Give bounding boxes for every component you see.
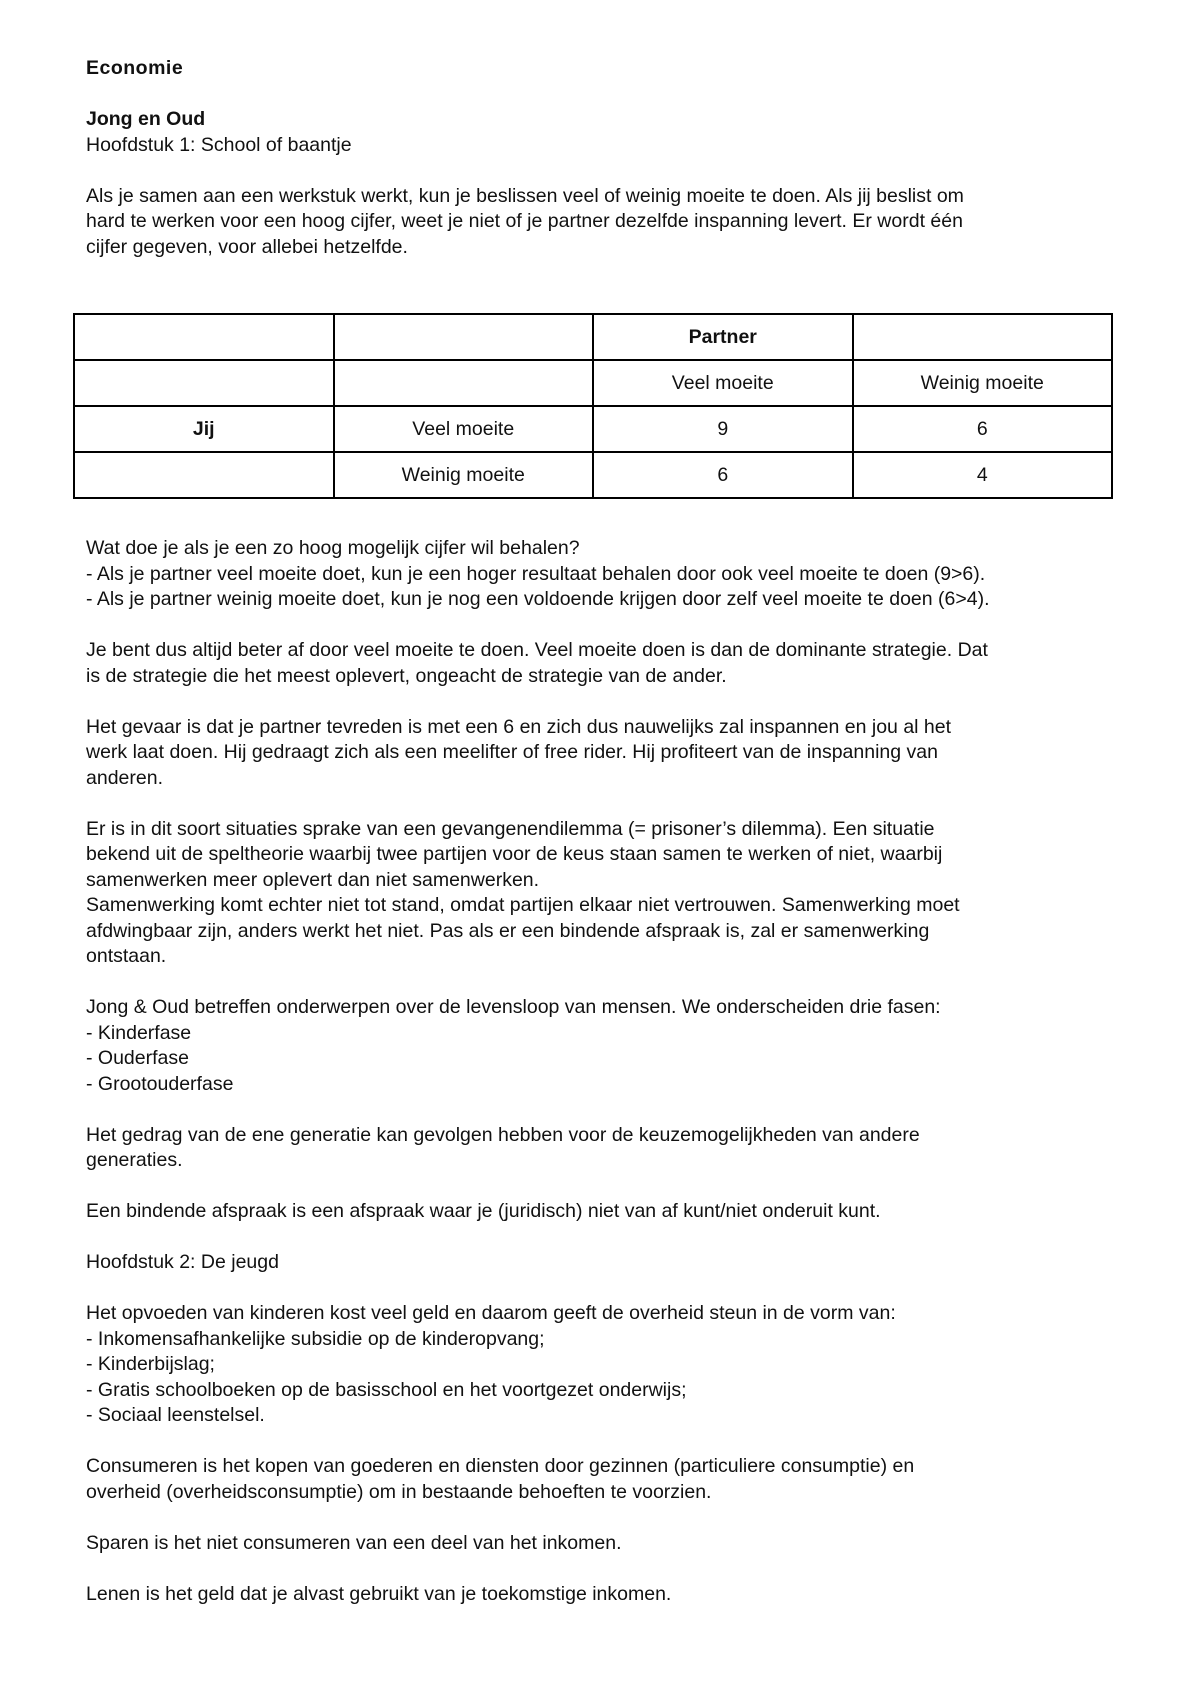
table-cell: Weinig moeite [853,360,1113,406]
partner-header-cell: Partner [593,314,853,360]
intro-line: Als je samen aan een werkstuk werkt, kun je beslissen veel of weinig moeite te doen. Als jij beslist om [86,184,964,207]
table-cell [853,314,1113,360]
document-body [86,536,1136,1607]
body-line: bekend uit de speltheorie waarbij twee partijen voor de keus staan samen te werken of niet, waarbij [86,843,943,865]
table-cell: 4 [853,452,1113,498]
payoff-matrix [73,313,1113,499]
body-line: afdwingbaar zijn, anders werkt het niet. Pas als er een bindende afspraak is, zal er samenwerking [86,919,930,942]
body-line: Jong & Oud betreffen onderwerpen over de levensloop van mensen. We onderscheiden drie fasen: [86,996,941,1018]
body-line: Het opvoeden van kinderen kost veel geld en daarom geeft de overheid steun in de vorm van: [86,1302,896,1324]
table-cell: Veel moeite [593,360,853,406]
table-cell: 9 [593,406,853,452]
body-line: Lenen is het geld dat je alvast gebruikt van je toekomstige inkomen. [86,1582,672,1605]
subject-title: Economie [86,57,184,79]
table-row [74,360,1112,406]
body-line: - Als je partner weinig moeite doet, kun je nog een voldoende krijgen door zelf veel moeite te doen (6>4). [86,588,990,610]
jij-header-cell: Jij [74,406,334,452]
topic-heading: Jong en Oud [86,108,206,130]
list-item: - Sociaal leenstelsel. [86,1404,265,1426]
chapter-2-heading: Hoofdstuk 2: De jeugd [86,1251,279,1273]
body-line: Het gedrag van de ene generatie kan gevolgen hebben voor de keuzemogelijkheden van andere [86,1123,920,1146]
list-item: - Grootouderfase [86,1072,234,1095]
table-row [74,406,1112,452]
table-row [74,314,1112,360]
body-line: Een bindende afspraak is een afspraak waar je (juridisch) niet van af kunt/niet onderuit kunt. [86,1200,881,1222]
intro-line: hard te werken voor een hoog cijfer, weet je niet of je partner dezelfde inspanning levert. Er wordt één [86,210,963,232]
table-cell: Veel moeite [334,406,594,452]
body-line: Samenwerking komt echter niet tot stand, omdat partijen elkaar niet vertrouwen. Samenwerking moet [86,894,960,916]
document-header [86,56,1126,260]
list-item: - Inkomensafhankelijke subsidie op de kinderopvang; [86,1327,545,1350]
body-line: ontstaan. [86,945,167,967]
body-line: Consumeren is het kopen van goederen en diensten door gezinnen (particuliere consumptie) en [86,1455,915,1477]
body-line: - Als je partner veel moeite doet, kun je een hoger resultaat behalen door ook veel moeite te doen (9>6). [86,562,986,585]
body-line: Sparen is het niet consumeren van een deel van het inkomen. [86,1531,622,1554]
body-line: Het gevaar is dat je partner tevreden is met een 6 en zich dus nauwelijks zal inspannen en jou al het [86,715,952,738]
list-item: - Kinderfase [86,1021,192,1044]
table-cell [334,314,594,360]
list-item: - Kinderbijslag; [86,1353,215,1375]
body-line: Je bent dus altijd beter af door veel moeite te doen. Veel moeite doen is dan de dominante strategie. Dat [86,639,988,661]
payoff-table [73,313,1113,499]
list-item: - Gratis schoolboeken op de basisschool en het voortgezet onderwijs; [86,1378,687,1401]
body-line: overheid (overheidsconsumptie) om in bestaande behoeften te voorzien. [86,1480,712,1503]
chapter-1-heading: Hoofdstuk 1: School of baantje [86,133,352,156]
table-cell: Weinig moeite [334,452,594,498]
table-cell [74,314,334,360]
table-cell [74,452,334,498]
table-cell: 6 [853,406,1113,452]
list-item: - Ouderfase [86,1047,189,1069]
table-cell [74,360,334,406]
body-line: anderen. [86,766,163,789]
intro-line: cijfer gegeven, voor allebei hetzelfde. [86,235,408,258]
body-line: is de strategie die het meest oplevert, ongeacht de strategie van de ander. [86,664,727,687]
table-cell [334,360,594,406]
body-line: Er is in dit soort situaties sprake van een gevangenendilemma (= prisoner’s dilemma). Een situatie [86,817,935,840]
body-line: Wat doe je als je een zo hoog mogelijk cijfer wil behalen? [86,537,580,559]
body-line: generaties. [86,1149,183,1171]
table-cell: 6 [593,452,853,498]
body-line: samenwerken meer oplevert dan niet samenwerken. [86,868,540,891]
body-line: werk laat doen. Hij gedraagt zich als een meelifter of free rider. Hij profiteert van de inspanning van [86,741,938,763]
table-row [74,452,1112,498]
